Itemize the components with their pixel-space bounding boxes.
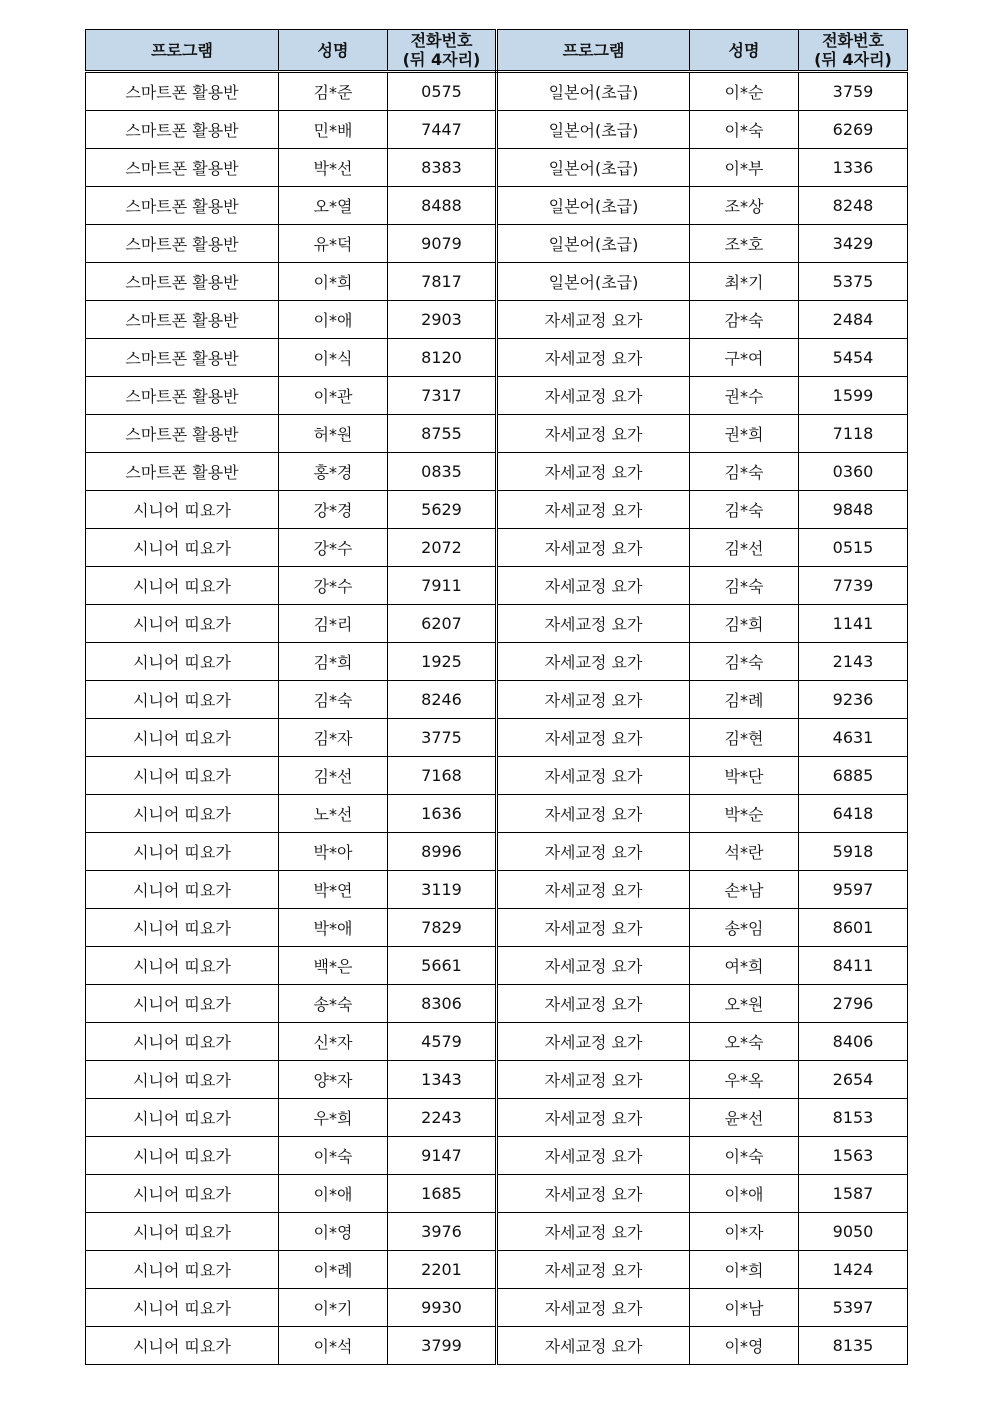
- cell-phone-left: 8246: [388, 681, 497, 719]
- cell-name-right: 여*희: [690, 947, 799, 985]
- cell-name-right: 박*순: [690, 795, 799, 833]
- table-row: [86, 605, 908, 643]
- cell-program-left: 시니어 띠요가: [86, 1137, 279, 1175]
- table-row: [86, 415, 908, 453]
- cell-phone-right: 5454: [799, 339, 908, 377]
- header-name-left: 성명: [279, 30, 388, 72]
- table-row: [86, 1213, 908, 1251]
- cell-program-left: 시니어 띠요가: [86, 757, 279, 795]
- table-row: [86, 757, 908, 795]
- cell-name-left: 김*자: [279, 719, 388, 757]
- cell-name-left: 박*아: [279, 833, 388, 871]
- cell-phone-left: 8755: [388, 415, 497, 453]
- cell-program-left: 시니어 띠요가: [86, 681, 279, 719]
- cell-name-left: 김*선: [279, 757, 388, 795]
- cell-name-right: 권*희: [690, 415, 799, 453]
- cell-program-left: 시니어 띠요가: [86, 643, 279, 681]
- table-row: [86, 1137, 908, 1175]
- cell-program-right: 자세교정 요가: [497, 757, 690, 795]
- cell-program-left: 시니어 띠요가: [86, 719, 279, 757]
- cell-program-left: 스마트폰 활용반: [86, 72, 279, 111]
- cell-phone-left: 5629: [388, 491, 497, 529]
- cell-phone-left: 9147: [388, 1137, 497, 1175]
- cell-phone-left: 7168: [388, 757, 497, 795]
- cell-program-left: 스마트폰 활용반: [86, 225, 279, 263]
- cell-name-right: 손*남: [690, 871, 799, 909]
- table-row: [86, 1289, 908, 1327]
- cell-phone-left: 1925: [388, 643, 497, 681]
- cell-name-right: 이*자: [690, 1213, 799, 1251]
- table-row: [86, 529, 908, 567]
- cell-phone-right: 8411: [799, 947, 908, 985]
- cell-program-left: 시니어 띠요가: [86, 1213, 279, 1251]
- cell-name-left: 양*자: [279, 1061, 388, 1099]
- cell-phone-left: 7817: [388, 263, 497, 301]
- cell-program-right: 자세교정 요가: [497, 719, 690, 757]
- cell-program-right: 자세교정 요가: [497, 985, 690, 1023]
- cell-phone-right: 2484: [799, 301, 908, 339]
- cell-program-right: 일본어(초급): [497, 72, 690, 111]
- cell-name-right: 송*임: [690, 909, 799, 947]
- cell-program-right: 자세교정 요가: [497, 643, 690, 681]
- cell-phone-left: 8488: [388, 187, 497, 225]
- cell-program-left: 시니어 띠요가: [86, 795, 279, 833]
- cell-program-right: 자세교정 요가: [497, 1175, 690, 1213]
- cell-program-right: 자세교정 요가: [497, 1137, 690, 1175]
- cell-program-right: 일본어(초급): [497, 263, 690, 301]
- cell-phone-right: 5375: [799, 263, 908, 301]
- cell-program-right: 자세교정 요가: [497, 339, 690, 377]
- cell-name-left: 노*선: [279, 795, 388, 833]
- cell-program-right: 자세교정 요가: [497, 1289, 690, 1327]
- cell-program-right: 자세교정 요가: [497, 833, 690, 871]
- cell-name-right: 최*기: [690, 263, 799, 301]
- cell-name-right: 김*숙: [690, 567, 799, 605]
- cell-name-left: 이*식: [279, 339, 388, 377]
- cell-program-left: 시니어 띠요가: [86, 1289, 279, 1327]
- header-row: [86, 30, 908, 72]
- cell-name-left: 우*희: [279, 1099, 388, 1137]
- cell-program-left: 스마트폰 활용반: [86, 301, 279, 339]
- header-name-right: 성명: [690, 30, 799, 72]
- cell-phone-left: 9930: [388, 1289, 497, 1327]
- cell-program-left: 시니어 띠요가: [86, 1061, 279, 1099]
- cell-phone-left: 7911: [388, 567, 497, 605]
- cell-phone-right: 2143: [799, 643, 908, 681]
- cell-phone-right: 9597: [799, 871, 908, 909]
- cell-phone-right: 1424: [799, 1251, 908, 1289]
- cell-program-left: 시니어 띠요가: [86, 871, 279, 909]
- cell-phone-right: 8601: [799, 909, 908, 947]
- cell-name-left: 김*리: [279, 605, 388, 643]
- cell-phone-right: 7739: [799, 567, 908, 605]
- table-row: [86, 1023, 908, 1061]
- cell-name-right: 이*애: [690, 1175, 799, 1213]
- cell-program-right: 자세교정 요가: [497, 681, 690, 719]
- table-row: [86, 795, 908, 833]
- cell-program-left: 스마트폰 활용반: [86, 263, 279, 301]
- table-row: [86, 263, 908, 301]
- cell-name-left: 박*선: [279, 149, 388, 187]
- cell-name-left: 박*애: [279, 909, 388, 947]
- table-row: [86, 1175, 908, 1213]
- cell-name-right: 오*숙: [690, 1023, 799, 1061]
- cell-program-left: 스마트폰 활용반: [86, 149, 279, 187]
- cell-name-right: 이*부: [690, 149, 799, 187]
- cell-program-right: 자세교정 요가: [497, 947, 690, 985]
- roster-sheet: [85, 29, 908, 1365]
- cell-phone-right: 5397: [799, 1289, 908, 1327]
- cell-program-left: 시니어 띠요가: [86, 1023, 279, 1061]
- cell-program-right: 자세교정 요가: [497, 605, 690, 643]
- cell-program-right: 일본어(초급): [497, 225, 690, 263]
- cell-program-right: 자세교정 요가: [497, 1213, 690, 1251]
- cell-name-left: 김*준: [279, 72, 388, 111]
- cell-phone-left: 7447: [388, 111, 497, 149]
- cell-phone-right: 1336: [799, 149, 908, 187]
- roster-table: [85, 29, 908, 1365]
- cell-name-left: 이*애: [279, 1175, 388, 1213]
- table-row: [86, 871, 908, 909]
- cell-phone-left: 3799: [388, 1327, 497, 1365]
- cell-name-right: 김*현: [690, 719, 799, 757]
- cell-phone-right: 9848: [799, 491, 908, 529]
- table-row: [86, 225, 908, 263]
- table-row: [86, 491, 908, 529]
- cell-phone-left: 8120: [388, 339, 497, 377]
- header-program-right: 프로그램: [497, 30, 690, 72]
- cell-phone-right: 2654: [799, 1061, 908, 1099]
- header-phone-left: 전화번호 (뒤 4자리): [388, 30, 497, 72]
- cell-phone-right: 0515: [799, 529, 908, 567]
- cell-phone-left: 8306: [388, 985, 497, 1023]
- cell-name-right: 석*란: [690, 833, 799, 871]
- cell-phone-right: 6269: [799, 111, 908, 149]
- cell-name-left: 강*수: [279, 529, 388, 567]
- cell-name-right: 박*단: [690, 757, 799, 795]
- cell-phone-right: 8406: [799, 1023, 908, 1061]
- cell-name-left: 이*숙: [279, 1137, 388, 1175]
- cell-program-left: 스마트폰 활용반: [86, 111, 279, 149]
- table-row: [86, 567, 908, 605]
- table-row: [86, 72, 908, 111]
- cell-phone-right: 6418: [799, 795, 908, 833]
- cell-program-left: 스마트폰 활용반: [86, 415, 279, 453]
- cell-phone-left: 8996: [388, 833, 497, 871]
- cell-name-left: 오*열: [279, 187, 388, 225]
- cell-program-right: 자세교정 요가: [497, 1327, 690, 1365]
- cell-program-left: 스마트폰 활용반: [86, 377, 279, 415]
- cell-phone-right: 9236: [799, 681, 908, 719]
- cell-program-right: 자세교정 요가: [497, 795, 690, 833]
- cell-name-right: 김*숙: [690, 491, 799, 529]
- cell-name-left: 이*관: [279, 377, 388, 415]
- cell-phone-left: 0575: [388, 72, 497, 111]
- cell-phone-right: 8248: [799, 187, 908, 225]
- cell-phone-left: 8383: [388, 149, 497, 187]
- cell-program-left: 시니어 띠요가: [86, 1175, 279, 1213]
- cell-name-left: 홍*경: [279, 453, 388, 491]
- cell-name-left: 송*숙: [279, 985, 388, 1023]
- cell-name-left: 이*기: [279, 1289, 388, 1327]
- cell-program-left: 스마트폰 활용반: [86, 187, 279, 225]
- cell-name-left: 강*수: [279, 567, 388, 605]
- table-row: [86, 377, 908, 415]
- table-row: [86, 833, 908, 871]
- cell-program-left: 스마트폰 활용반: [86, 339, 279, 377]
- cell-phone-right: 4631: [799, 719, 908, 757]
- cell-phone-left: 3976: [388, 1213, 497, 1251]
- cell-program-right: 자세교정 요가: [497, 301, 690, 339]
- table-row: [86, 909, 908, 947]
- cell-program-left: 시니어 띠요가: [86, 909, 279, 947]
- cell-phone-left: 1636: [388, 795, 497, 833]
- roster-body: [86, 72, 908, 1365]
- cell-name-right: 이*순: [690, 72, 799, 111]
- cell-phone-left: 3775: [388, 719, 497, 757]
- cell-program-left: 시니어 띠요가: [86, 605, 279, 643]
- cell-phone-right: 6885: [799, 757, 908, 795]
- cell-name-right: 김*선: [690, 529, 799, 567]
- cell-program-right: 일본어(초급): [497, 187, 690, 225]
- cell-name-right: 김*희: [690, 605, 799, 643]
- cell-program-right: 자세교정 요가: [497, 491, 690, 529]
- cell-name-left: 백*은: [279, 947, 388, 985]
- cell-name-right: 이*영: [690, 1327, 799, 1365]
- header-program-left: 프로그램: [86, 30, 279, 72]
- table-row: [86, 1099, 908, 1137]
- cell-name-left: 이*희: [279, 263, 388, 301]
- cell-phone-left: 5661: [388, 947, 497, 985]
- cell-phone-right: 8153: [799, 1099, 908, 1137]
- cell-program-left: 시니어 띠요가: [86, 529, 279, 567]
- cell-name-right: 이*숙: [690, 1137, 799, 1175]
- table-row: [86, 453, 908, 491]
- cell-name-right: 김*례: [690, 681, 799, 719]
- table-row: [86, 681, 908, 719]
- table-row: [86, 339, 908, 377]
- cell-program-right: 자세교정 요가: [497, 1251, 690, 1289]
- cell-program-left: 스마트폰 활용반: [86, 453, 279, 491]
- cell-phone-right: 1141: [799, 605, 908, 643]
- cell-phone-right: 3759: [799, 72, 908, 111]
- cell-name-left: 이*석: [279, 1327, 388, 1365]
- table-row: [86, 1327, 908, 1365]
- cell-program-right: 자세교정 요가: [497, 529, 690, 567]
- cell-program-right: 자세교정 요가: [497, 1023, 690, 1061]
- cell-name-left: 박*연: [279, 871, 388, 909]
- cell-phone-right: 7118: [799, 415, 908, 453]
- table-row: [86, 947, 908, 985]
- cell-phone-right: 0360: [799, 453, 908, 491]
- cell-program-right: 자세교정 요가: [497, 1099, 690, 1137]
- cell-program-right: 자세교정 요가: [497, 453, 690, 491]
- table-row: [86, 643, 908, 681]
- cell-name-left: 이*애: [279, 301, 388, 339]
- cell-phone-right: 3429: [799, 225, 908, 263]
- cell-program-right: 자세교정 요가: [497, 377, 690, 415]
- table-row: [86, 111, 908, 149]
- cell-program-left: 시니어 띠요가: [86, 491, 279, 529]
- cell-program-right: 자세교정 요가: [497, 1061, 690, 1099]
- table-row: [86, 719, 908, 757]
- table-row: [86, 187, 908, 225]
- cell-name-right: 이*희: [690, 1251, 799, 1289]
- cell-name-right: 감*숙: [690, 301, 799, 339]
- cell-phone-left: 1343: [388, 1061, 497, 1099]
- cell-name-left: 신*자: [279, 1023, 388, 1061]
- cell-program-left: 시니어 띠요가: [86, 1251, 279, 1289]
- cell-program-right: 자세교정 요가: [497, 415, 690, 453]
- cell-program-left: 시니어 띠요가: [86, 947, 279, 985]
- cell-name-right: 조*호: [690, 225, 799, 263]
- cell-name-right: 윤*선: [690, 1099, 799, 1137]
- cell-phone-left: 7317: [388, 377, 497, 415]
- cell-name-left: 허*원: [279, 415, 388, 453]
- table-row: [86, 1251, 908, 1289]
- table-row: [86, 1061, 908, 1099]
- cell-program-right: 자세교정 요가: [497, 909, 690, 947]
- cell-phone-left: 0835: [388, 453, 497, 491]
- cell-program-right: 일본어(초급): [497, 111, 690, 149]
- cell-phone-left: 3119: [388, 871, 497, 909]
- cell-phone-left: 2201: [388, 1251, 497, 1289]
- header-phone-right: 전화번호 (뒤 4자리): [799, 30, 908, 72]
- cell-program-left: 시니어 띠요가: [86, 985, 279, 1023]
- cell-program-left: 시니어 띠요가: [86, 567, 279, 605]
- cell-program-right: 자세교정 요가: [497, 567, 690, 605]
- cell-phone-left: 4579: [388, 1023, 497, 1061]
- cell-phone-left: 2903: [388, 301, 497, 339]
- cell-name-right: 김*숙: [690, 643, 799, 681]
- cell-name-left: 민*배: [279, 111, 388, 149]
- cell-name-left: 강*경: [279, 491, 388, 529]
- cell-phone-right: 1563: [799, 1137, 908, 1175]
- cell-name-right: 김*숙: [690, 453, 799, 491]
- cell-name-right: 오*원: [690, 985, 799, 1023]
- cell-phone-left: 9079: [388, 225, 497, 263]
- cell-phone-left: 1685: [388, 1175, 497, 1213]
- cell-phone-right: 1587: [799, 1175, 908, 1213]
- cell-name-right: 권*수: [690, 377, 799, 415]
- table-row: [86, 985, 908, 1023]
- cell-program-right: 일본어(초급): [497, 149, 690, 187]
- cell-program-left: 시니어 띠요가: [86, 1327, 279, 1365]
- cell-name-right: 구*여: [690, 339, 799, 377]
- cell-phone-right: 5918: [799, 833, 908, 871]
- cell-phone-right: 2796: [799, 985, 908, 1023]
- cell-program-left: 시니어 띠요가: [86, 1099, 279, 1137]
- cell-name-right: 조*상: [690, 187, 799, 225]
- cell-name-left: 유*덕: [279, 225, 388, 263]
- cell-name-left: 이*례: [279, 1251, 388, 1289]
- cell-name-right: 이*숙: [690, 111, 799, 149]
- cell-name-left: 이*영: [279, 1213, 388, 1251]
- table-row: [86, 149, 908, 187]
- table-row: [86, 301, 908, 339]
- cell-name-left: 김*숙: [279, 681, 388, 719]
- cell-phone-right: 9050: [799, 1213, 908, 1251]
- cell-phone-left: 2243: [388, 1099, 497, 1137]
- cell-phone-right: 1599: [799, 377, 908, 415]
- cell-name-right: 이*남: [690, 1289, 799, 1327]
- cell-name-right: 우*옥: [690, 1061, 799, 1099]
- cell-phone-right: 8135: [799, 1327, 908, 1365]
- cell-program-right: 자세교정 요가: [497, 871, 690, 909]
- cell-phone-left: 7829: [388, 909, 497, 947]
- cell-program-left: 시니어 띠요가: [86, 833, 279, 871]
- cell-name-left: 김*희: [279, 643, 388, 681]
- cell-phone-left: 6207: [388, 605, 497, 643]
- cell-phone-left: 2072: [388, 529, 497, 567]
